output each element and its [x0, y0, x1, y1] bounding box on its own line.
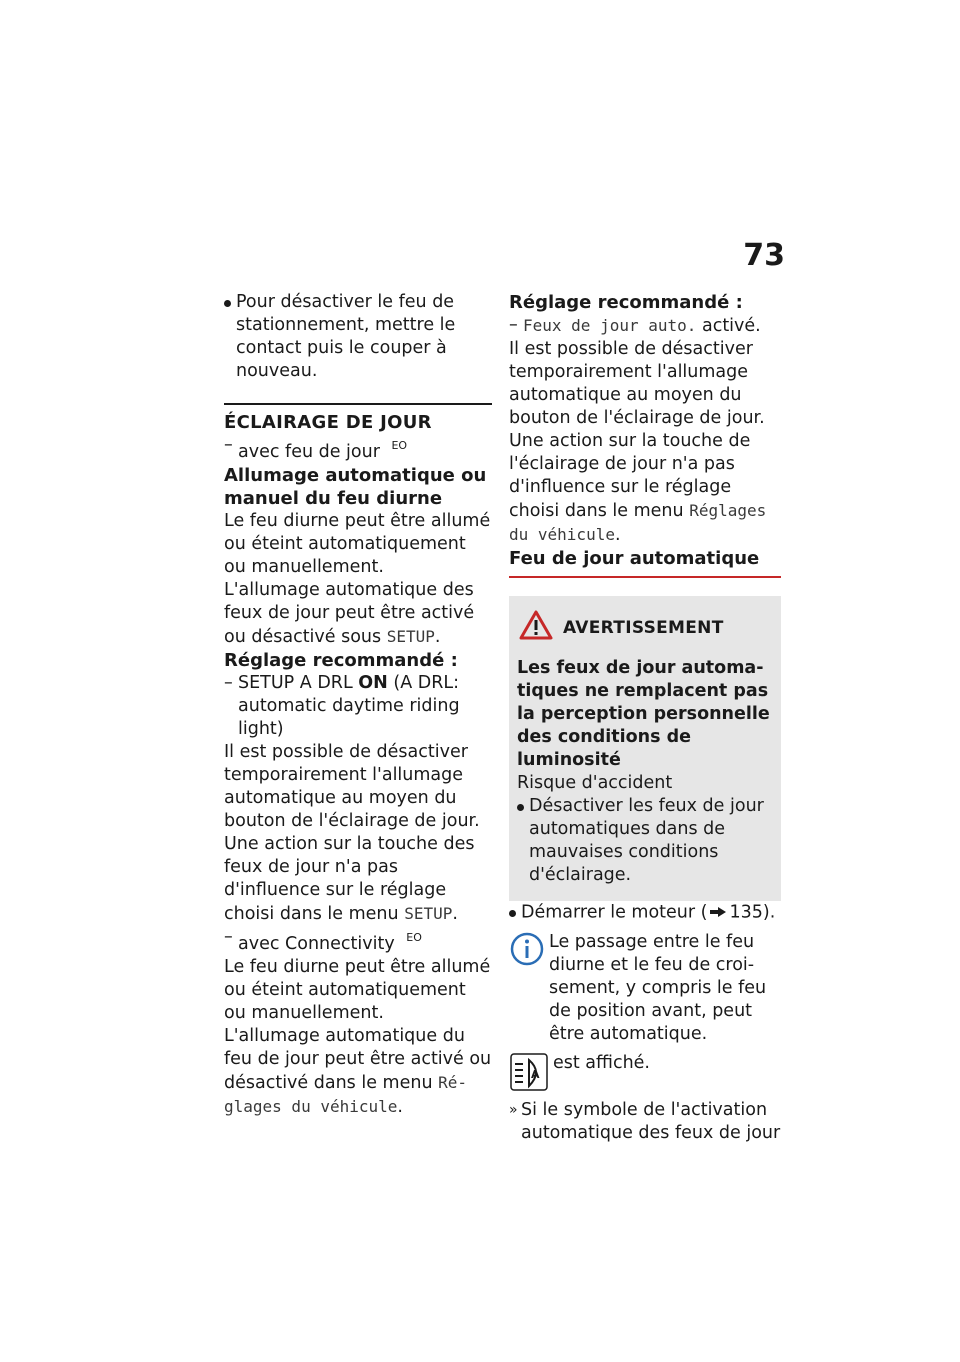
- para-connectivity-activation: L'allumage automatique du feu de jour peut être activé ou désactivé dans le menu Réglages du véhicule.: [224, 1026, 492, 1117]
- result-arrow-icon: »: [509, 1101, 518, 1118]
- equipment-day-light-text: avec feu de jour: [238, 442, 380, 462]
- para-can-be-on-off: Le feu diurne peut être allumé ou éteint automatiquement ou manuellement.: [224, 511, 491, 577]
- heading-recommended-left: Réglage recommandé :: [224, 650, 458, 671]
- arrow-item: » Si le symbole de l'activation automatique des feux de jour: [509, 1099, 781, 1143]
- warning-lead: Les feux de jour automatiques ne remplacent pas la perception personnelle des conditions de luminosité: [517, 658, 770, 770]
- warning-triangle-icon: [519, 610, 553, 647]
- warning-risk: Risque d'accident: [517, 773, 673, 793]
- setting-mono: Feux de jour auto.: [523, 316, 697, 335]
- bullet-start-engine: Démarrer le moteur ( 135).: [509, 901, 781, 925]
- page-number: 73: [743, 238, 785, 273]
- info-icon: [509, 931, 545, 1046]
- setting-on: ON: [358, 673, 388, 693]
- equipment-day-light: – avec feu de jour $^{EO}$: [224, 435, 408, 462]
- section-title: ÉCLAIRAGE DE JOUR: [224, 412, 432, 433]
- para-auto-activation: L'allumage automatique des feux de jour peut être activé ou désactivé sous SETUP.: [224, 580, 475, 647]
- symbol-note: [509, 1052, 781, 1099]
- para-connectivity-on-off: Le feu diurne peut être allumé ou éteint automatiquement ou manuellement.: [224, 957, 491, 1023]
- warning-box: [509, 596, 781, 901]
- bullet-deactivate: [224, 291, 492, 383]
- bullet-deactivate-text: Pour désactiver le feu de stationnement, mettre le contact puis le couper à nouveau.: [236, 292, 456, 381]
- page-reference-arrow-icon: [710, 901, 726, 924]
- bullet-dot: [224, 300, 231, 307]
- equipment-code-2: EO: [406, 931, 422, 944]
- page-reference: 135).: [729, 902, 776, 923]
- right-column: [509, 291, 781, 1145]
- equipment-connectivity: – avec Connectivity $^{EO}$: [224, 927, 422, 954]
- para-temporary-left: Il est possible de désactiver temporairement l'allumage automatique au moyen du bouton de l'éclairage de jour. Une action sur la touche des feux de jour n'a pas d'influence sur le réglage choisi dans le menu SETUP.: [224, 742, 480, 924]
- symbol-text: est affiché.: [553, 1052, 650, 1073]
- heading-recommended-right: Réglage recommandé :: [509, 292, 743, 313]
- info-note: [509, 931, 781, 1046]
- para-temporary-right: Il est possible de désactiver temporairement l'allumage automatique au moyen du bouton de l'éclairage de jour. Une action sur la touche de l'éclairage de jour n'a pas d'influence sur le réglage choisi dans le menu Réglages du véhicule.: [509, 339, 767, 545]
- auto-daylight-symbol-icon: [509, 1052, 549, 1099]
- info-text: Le passage entre le feu diurne et le feu de croisement, y compris le feu de position avant, peut être automatique.: [549, 931, 767, 1044]
- heading-auto-manual: Allumage automatique ou manuel du feu diurne: [224, 465, 487, 509]
- svg-text:A: A: [531, 1067, 540, 1081]
- setting-auto-day-light: – Feux de jour auto. activé.: [509, 315, 761, 336]
- warning-bullet: Désactiver les feux de jour automatiques dans de mauvaises conditions d'éclairage.: [517, 795, 773, 887]
- warning-header: [517, 610, 773, 647]
- menu-vehicle-settings-2: Réglages du véhicule: [509, 501, 767, 544]
- menu-vehicle-settings: Réglages du véhicule: [224, 1073, 468, 1116]
- setting-setup: – SETUP A DRL ON (A DRL: automatic daytime riding light): [224, 673, 460, 739]
- heading-auto-day-light: Feu de jour automatique: [509, 547, 781, 578]
- menu-setup: SETUP: [386, 627, 435, 646]
- warning-title: AVERTISSEMENT: [563, 618, 724, 638]
- equipment-code: EO: [391, 439, 408, 452]
- left-column: [224, 291, 492, 1119]
- section-rule: [224, 403, 492, 434]
- menu-setup-2: SETUP: [404, 904, 453, 923]
